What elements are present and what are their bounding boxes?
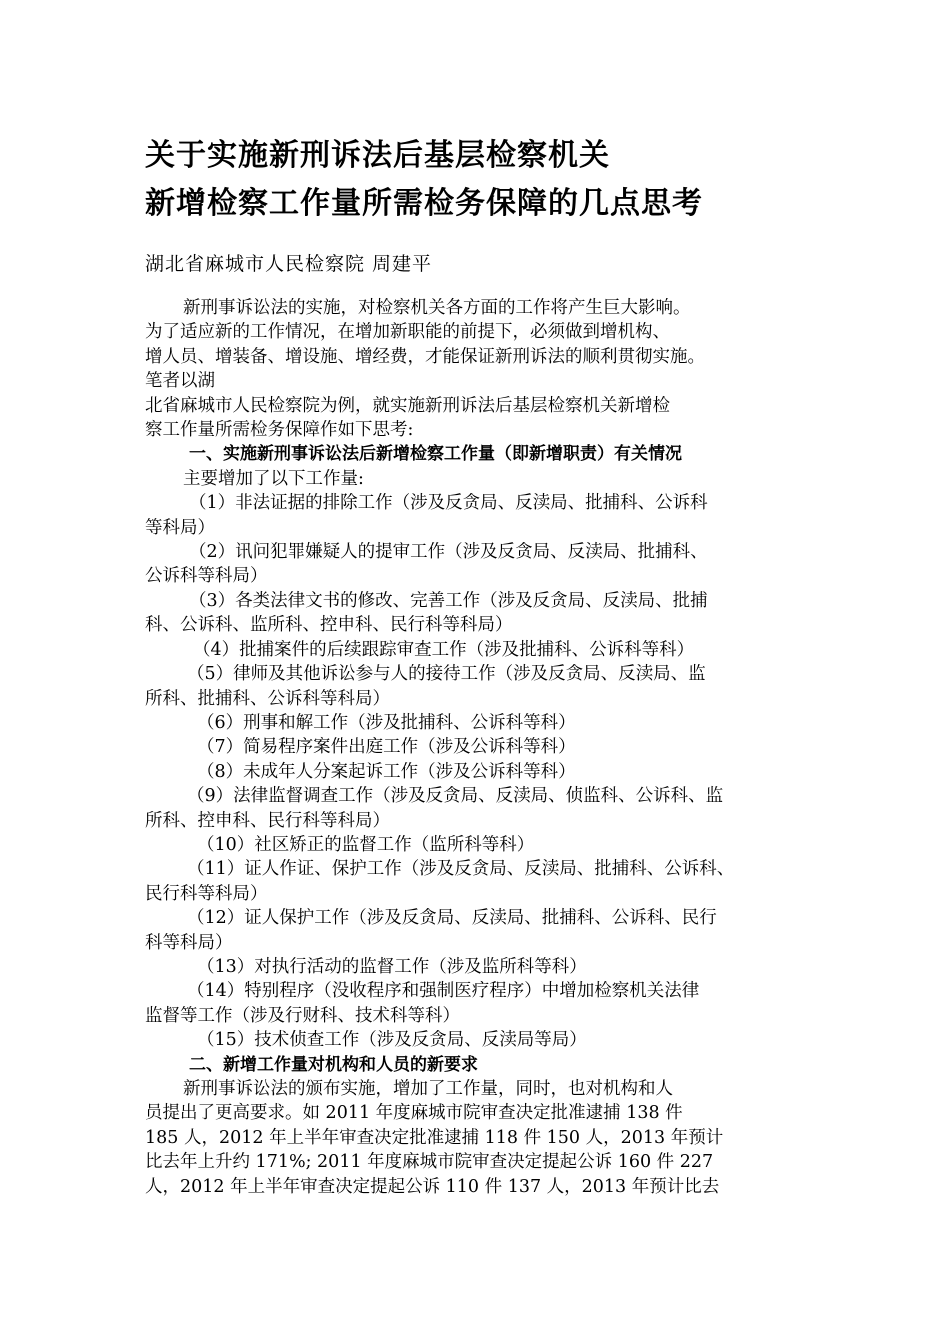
text-line: 新刑事诉讼法的实施，对检察机关各方面的工作将产生巨大影响。 [183, 298, 691, 318]
list-item: （2）讯问犯罪嫌疑人的提审工作（涉及反贪局、反渎局、批捕科、 [189, 542, 708, 563]
text-line: 主要增加了以下工作量: [183, 468, 364, 489]
text-line: 科、公诉科、监所科、控申科、民行科等科局） [145, 615, 513, 636]
text-line: 增人员、增装备、增设施、增经费，才能保证新刑诉法的顺利贯彻实施。 [145, 346, 705, 367]
text-line: 公诉科等科局） [145, 566, 268, 587]
text-line: 北省麻城市人民检察院为例，就实施新刑诉法后基层检察机关新增检 [145, 395, 670, 416]
text-line: 监督等工作（涉及行财科、技术科等科） [145, 1005, 460, 1026]
title-line-2: 新增检察工作量所需检务保障的几点思考 [145, 186, 703, 221]
text-line: 民行科等科局） [145, 883, 268, 904]
text-line: 为了适应新的工作情况，在增加新职能的前提下，必须做到增机构、 [145, 322, 670, 343]
document-body [145, 296, 825, 1199]
author-line: 湖北省麻城市人民检察院 周建平 [145, 253, 433, 275]
list-item: （9）法律监督调查工作（涉及反贪局、反渎局、侦监科、公诉科、监 [187, 786, 724, 807]
text-line: 员提出了更高要求。如 2011 年度麻城市院审查决定批准逮捕 138 件 [145, 1103, 683, 1124]
section-heading-2: 二、新增工作量对机构和人员的新要求 [189, 1054, 478, 1075]
list-item: （10）社区矫正的监督工作（监所科等科） [197, 834, 535, 855]
list-item: （3）各类法律文书的修改、完善工作（涉及反贪局、反渎局、批捕 [189, 590, 708, 611]
text-line: 185 人，2012 年上半年审查决定批准逮捕 118 件 150 人，2013 年预计 [145, 1127, 724, 1148]
text-line: 新刑事诉讼法的颁布实施，增加了工作量，同时，也对机构和人 [183, 1079, 673, 1099]
list-item: （12）证人保护工作（涉及反贪局、反渎局、批捕科、公诉科、民行 [187, 908, 717, 929]
list-item: （1）非法证据的排除工作（涉及反贪局、反渎局、批捕科、公诉科 [189, 493, 708, 514]
list-item: （6）刑事和解工作（涉及批捕科、公诉科等科） [197, 712, 576, 733]
text-line: 比去年上升约 171%; 2011 年度麻城市院审查决定提起公诉 160 件 227 [145, 1152, 714, 1173]
list-item: （4）批捕案件的后续跟踪审查工作（涉及批捕科、公诉科等科） [193, 639, 695, 660]
list-item: （5）律师及其他诉讼参与人的接待工作（涉及反贪局、反渎局、监 [187, 664, 706, 685]
list-item: （7）简易程序案件出庭工作（涉及公诉科等科） [197, 737, 576, 758]
section-heading-1: 一、实施新刑事诉讼法后新增检察工作量（即新增职责）有关情况 [189, 444, 682, 465]
list-item: （11）证人作证、保护工作（涉及反贪局、反渎局、批捕科、公诉科、 [187, 859, 735, 880]
text-line: 笔者以湖 [145, 371, 215, 392]
title-line-1: 关于实施新刑诉法后基层检察机关 [145, 138, 610, 173]
text-line: 等科局） [145, 517, 215, 538]
text-line: 所科、控申科、民行科等科局） [145, 810, 390, 831]
document-title [145, 132, 703, 228]
text-line: 所科、批捕科、公诉科等科局） [145, 688, 390, 709]
list-item: （15）技术侦查工作（涉及反贪局、反渎局等局） [197, 1030, 587, 1051]
text-line: 科等科局） [145, 932, 233, 953]
list-item: （14）特别程序（没收程序和强制医疗程序）中增加检察机关法律 [187, 981, 700, 1002]
text-line: 察工作量所需检务保障作如下思考: [145, 420, 414, 441]
text-line: 人，2012 年上半年审查决定提起公诉 110 件 137 人，2013 年预计比去 [145, 1176, 720, 1197]
list-item: （13）对执行活动的监督工作（涉及监所科等科） [197, 956, 587, 977]
list-item: （8）未成年人分案起诉工作（涉及公诉科等科） [197, 761, 576, 782]
